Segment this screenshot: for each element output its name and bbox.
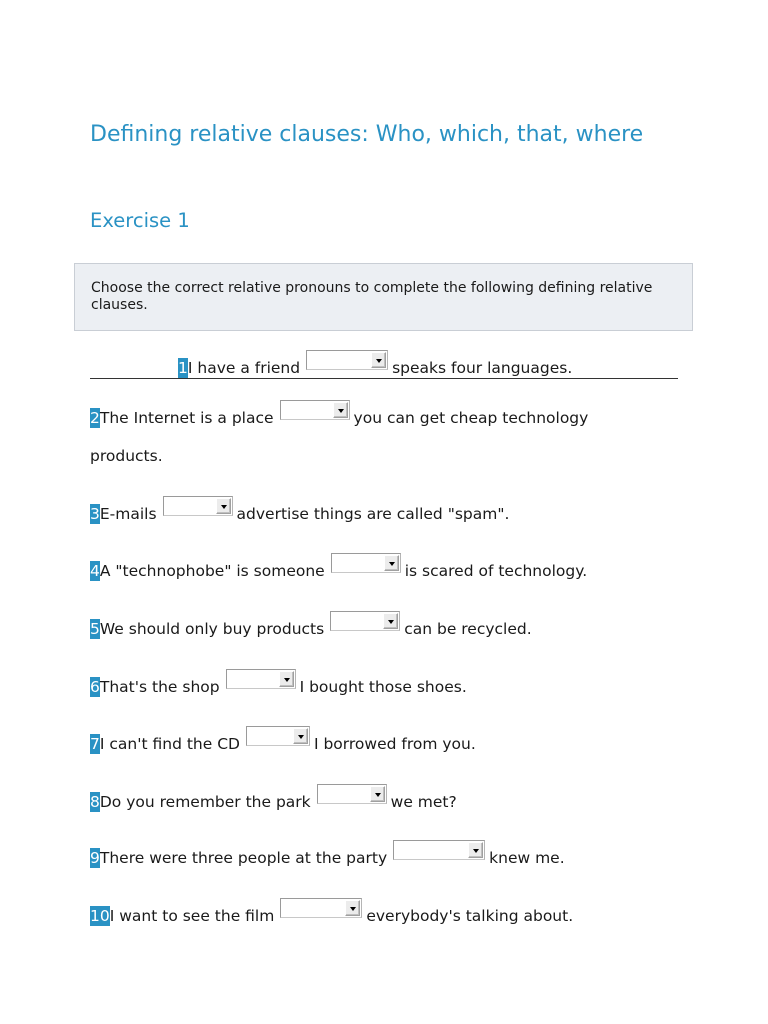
answer-dropdown[interactable] — [163, 496, 233, 516]
question-number: 7 — [90, 735, 100, 753]
question-text-after: advertise things are called "spam". — [236, 505, 510, 523]
question-10 — [90, 906, 573, 926]
question-number: 5 — [90, 620, 100, 638]
answer-dropdown[interactable] — [246, 726, 310, 746]
instructions-text: Choose the correct relative pronouns to complete the following defining relative clauses. — [91, 280, 653, 313]
question-text-before: There were three people at the party — [99, 849, 388, 867]
question-2-continued — [90, 446, 163, 466]
question-6 — [90, 677, 467, 697]
question-text-after: I bought those shoes. — [299, 678, 467, 696]
instructions-box — [74, 263, 693, 331]
question-number: 2 — [90, 409, 100, 427]
question-text-after: we met? — [390, 793, 457, 811]
answer-dropdown[interactable] — [226, 669, 296, 689]
divider — [90, 378, 678, 379]
question-text-after: can be recycled. — [404, 620, 532, 638]
question-text-after: speaks four languages. — [392, 359, 573, 377]
answer-dropdown[interactable] — [306, 350, 388, 370]
question-number: 1 — [178, 359, 188, 377]
question-text-after: I borrowed from you. — [313, 735, 476, 753]
question-1 — [178, 358, 572, 378]
chevron-down-icon[interactable] — [216, 498, 231, 514]
answer-dropdown[interactable] — [331, 553, 401, 573]
question-text-before: Do you remember the park — [99, 793, 311, 811]
answer-dropdown[interactable] — [317, 784, 387, 804]
chevron-down-icon[interactable] — [370, 786, 385, 802]
question-text-before: I can't find the CD — [99, 735, 240, 753]
question-text-before: That's the shop — [99, 678, 220, 696]
question-text-before: The Internet is a place — [99, 409, 274, 427]
question-text-before: I have a friend — [187, 359, 301, 377]
question-text-before: I want to see the film — [109, 907, 275, 925]
question-text-before: E-mails — [99, 505, 157, 523]
question-number: 6 — [90, 678, 100, 696]
question-4 — [90, 561, 587, 581]
chevron-down-icon[interactable] — [333, 402, 348, 418]
question-text-after: knew me. — [489, 849, 565, 867]
answer-dropdown[interactable] — [280, 898, 362, 918]
chevron-down-icon[interactable] — [384, 555, 399, 571]
question-2 — [90, 408, 588, 428]
question-number: 9 — [90, 849, 100, 867]
question-8 — [90, 792, 457, 812]
chevron-down-icon[interactable] — [279, 671, 294, 687]
question-9 — [90, 848, 565, 868]
question-text-after: you can get cheap technology — [353, 409, 589, 427]
exercise-heading: Exercise 1 — [90, 209, 190, 232]
question-number: 10 — [90, 907, 110, 925]
question-number: 4 — [90, 562, 100, 580]
question-text-after: everybody's talking about. — [366, 907, 574, 925]
question-text-before: A "technophobe" is someone — [99, 562, 325, 580]
answer-dropdown[interactable] — [280, 400, 350, 420]
question-text-after: is scared of technology. — [404, 562, 588, 580]
answer-dropdown[interactable] — [393, 840, 485, 860]
question-number: 3 — [90, 505, 100, 523]
question-3 — [90, 504, 509, 524]
chevron-down-icon[interactable] — [371, 352, 386, 368]
question-7 — [90, 734, 476, 754]
question-5 — [90, 619, 532, 639]
question-text-after-line2: products. — [90, 447, 163, 465]
question-text-before: We should only buy products — [99, 620, 325, 638]
chevron-down-icon[interactable] — [468, 842, 483, 858]
question-number: 8 — [90, 793, 100, 811]
chevron-down-icon[interactable] — [293, 728, 308, 744]
chevron-down-icon[interactable] — [383, 613, 398, 629]
answer-dropdown[interactable] — [330, 611, 400, 631]
chevron-down-icon[interactable] — [345, 900, 360, 916]
page-title: Defining relative clauses: Who, which, that, where — [90, 122, 644, 147]
